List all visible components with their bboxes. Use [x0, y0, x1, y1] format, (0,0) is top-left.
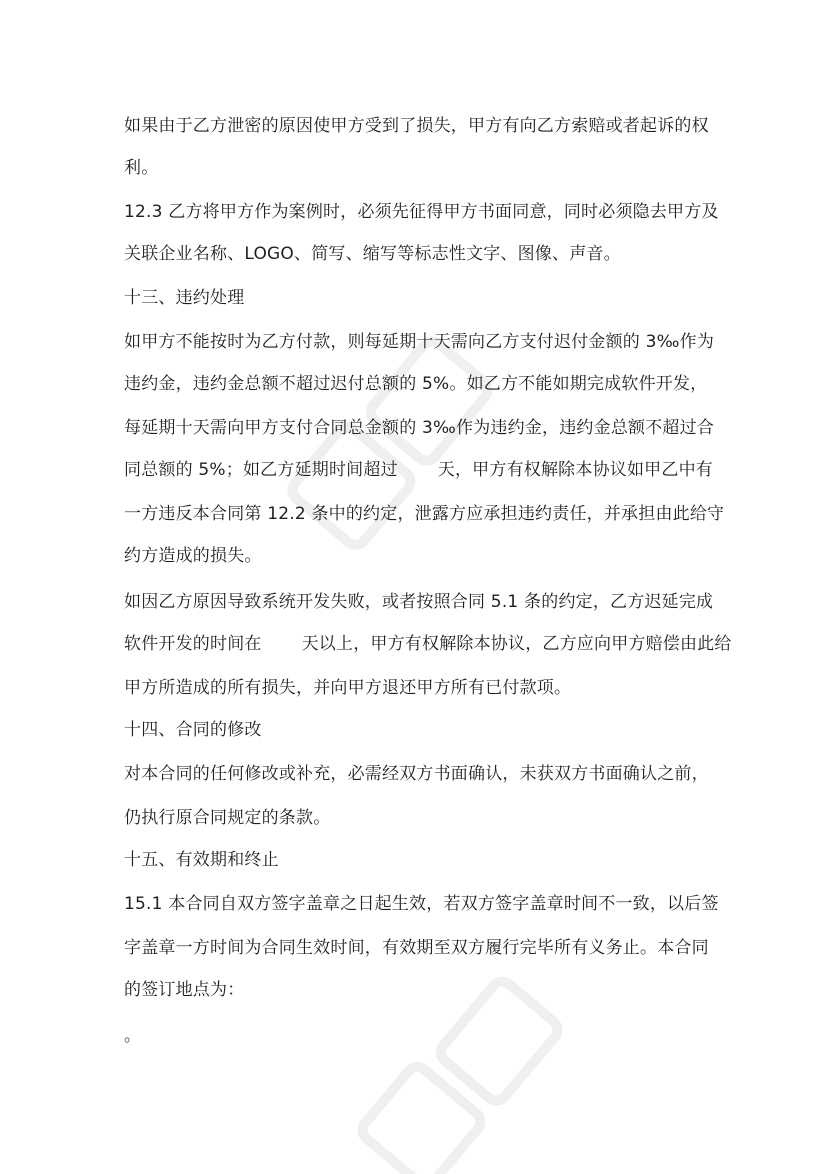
paragraph-line: 软件开发的时间在 天以上，甲方有权解除本协议，乙方应向甲方赔偿由此给	[124, 634, 732, 654]
paragraph-line: 。	[124, 1026, 142, 1046]
paragraph-line: 同总额的 5%；如乙方延期时间超过 天，甲方有权解除本协议如甲乙中有	[124, 460, 713, 480]
paragraph-line: 仍执行原合同规定的条款。	[124, 808, 331, 828]
paragraph-line: 每延期十天需向甲方支付合同总金额的 3‰作为违约金，违约金总额不超过合	[124, 418, 715, 438]
watermark	[330, 942, 589, 1174]
paragraph-line: 一方违反本合同第 12.2 条中的约定，泄露方应承担违约责任，并承担由此给守	[124, 504, 725, 524]
paragraph-line: 违约金，违约金总额不超过迟付总额的 5%。如乙方不能如期完成软件开发，	[124, 374, 708, 394]
section-heading-14: 十四、合同的修改	[124, 720, 262, 740]
paragraph-line: 约方造成的损失。	[124, 546, 262, 566]
paragraph-line: 如甲方不能按时为乙方付款，则每延期十天需向乙方支付迟付金额的 3‰作为	[124, 332, 715, 352]
paragraph-line: 字盖章一方时间为合同生效时间，有效期至双方履行完毕所有义务止。本合同	[124, 938, 709, 958]
section-heading-15: 十五、有效期和终止	[124, 850, 279, 870]
paragraph-line: 利。	[124, 158, 159, 178]
paragraph-line: 的签订地点为：	[124, 980, 245, 1000]
clause-12-3-line: 12.3 乙方将甲方作为案例时，必须先征得甲方书面同意，同时必须隐去甲方及	[124, 202, 719, 222]
section-heading-13: 十三、违约处理	[124, 288, 245, 308]
paragraph-line: 如果由于乙方泄密的原因使甲方受到了损失，甲方有向乙方索赔或者起诉的权	[124, 116, 709, 136]
clause-15-1-line: 15.1 本合同自双方签字盖章之日起生效，若双方签字盖章时间不一致，以后签	[124, 894, 719, 914]
paragraph-line: 对本合同的任何修改或补充，必需经双方书面确认，未获双方书面确认之前，	[124, 764, 709, 784]
paragraph-line: 关联企业名称、LOGO、简写、缩写等标志性文字、图像、声音。	[124, 244, 621, 264]
paragraph-line: 甲方所造成的所有损失，并向甲方退还甲方所有已付款项。	[124, 678, 572, 698]
paragraph-line: 如因乙方原因导致系统开发失败，或者按照合同 5.1 条的约定，乙方迟延完成	[124, 592, 714, 612]
